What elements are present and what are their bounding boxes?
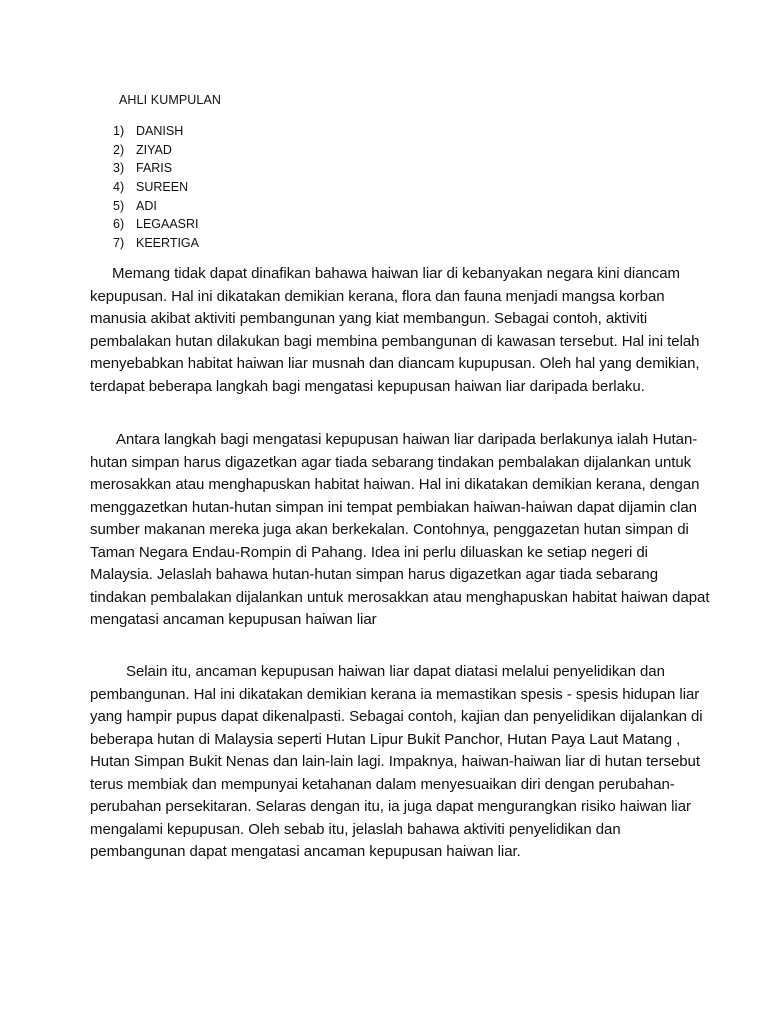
member-name: KEERTIGA (136, 236, 199, 251)
list-item (113, 159, 199, 178)
member-name: SUREEN (136, 180, 189, 195)
list-number: 1) (113, 124, 125, 138)
list-number: 2) (113, 142, 125, 157)
paragraph-first-step: Antara langkah bagi mengatasi kepupusan haiwan liar daripada berlakunya ialah Hutan-hutan simpan harus digazetkan agar tiada sebarang tindakan pembalakan dijalankan untuk merosakkan atau menghapuskan habitat haiwan. Hal ini dikatakan demikian kerana, dengan menggazetkan hutan-hutan simpan ini tempat pembiakan haiwan-haiwan dapat dijamin clan sumber makanan mereka juga akan berkekalan. Contohnya, penggazetan hutan simpan di Taman Negara Endau-Rompin di Pahang. Idea ini perlu diluaskan ke setiap negeri di Malaysia. Jelaslah bahawa hutan-hutan simpan harus digazetkan agar tiada sebarang tindakan pembalakan dijalankan untuk merosakkan atau menghapuskan habitat haiwan dapat mengatasi ancaman kepupusan haiwan liar (90, 431, 710, 628)
list-item (113, 122, 199, 141)
member-name: FARIS (136, 161, 173, 176)
member-name: ZIYAD (136, 142, 172, 157)
list-item (113, 197, 199, 216)
list-number: 3) (113, 161, 125, 176)
list-item (113, 215, 199, 234)
member-name: DANISH (136, 124, 184, 138)
list-number: 7) (113, 236, 125, 251)
member-name: LEGAASRI (136, 217, 199, 232)
list-number: 5) (113, 198, 125, 213)
list-item (113, 178, 199, 197)
paragraph-second-step: Selain itu, ancaman kepupusan haiwan liar dapat diatasi melalui penyelidikan dan pembangunan. Hal ini dikatakan demikian kerana ia memastikan spesis - spesis hidupan liar yang hampir pupus dapat dikenalpasti. Sebagai contoh, kajian dan penyelidikan dijalankan di beberapa hutan di Malaysia seperti Hutan Lipur Bukit Panchor, Hutan Paya Laut Matang , Hutan Simpan Bukit Nenas dan lain-lain lagi. Impaknya, haiwan-haiwan liar di hutan tersebut terus membiak dan mempunyai ketahanan dalam menyesuaikan diri dengan perubahan-perubahan persekitaran. Selaras dengan itu, ia juga dapat mengurangkan risiko haiwan liar mengalami kepupusan. Oleh sebab itu, jelaslah bahawa aktiviti penyelidikan dan pembangunan dapat mengatasi ancaman kepupusan haiwan liar. (90, 663, 703, 860)
list-item (113, 141, 199, 160)
member-name: ADI (136, 198, 157, 213)
member-list (113, 122, 199, 253)
list-item (113, 234, 199, 253)
paragraph-introduction: Memang tidak dapat dinafikan bahawa haiwan liar di kebanyakan negara kini diancam kepupusan. Hal ini dikatakan demikian kerana, flora dan fauna menjadi mangsa korban manusia akibat aktiviti pembangunan yang kiat membangun. Sebagai contoh, aktiviti pembalakan hutan dilakukan bagi membina pembangunan di kawasan tersebut. Hal ini telah menyebabkan habitat haiwan liar musnah dan diancam kupupusan. Oleh hal yang demikian, terdapat beberapa langkah bagi mengatasi kepupusan haiwan liar daripada berlaku. (90, 265, 700, 395)
list-number: 6) (113, 217, 125, 232)
group-title: AHLI KUMPULAN (119, 93, 222, 107)
list-number: 4) (113, 180, 125, 195)
